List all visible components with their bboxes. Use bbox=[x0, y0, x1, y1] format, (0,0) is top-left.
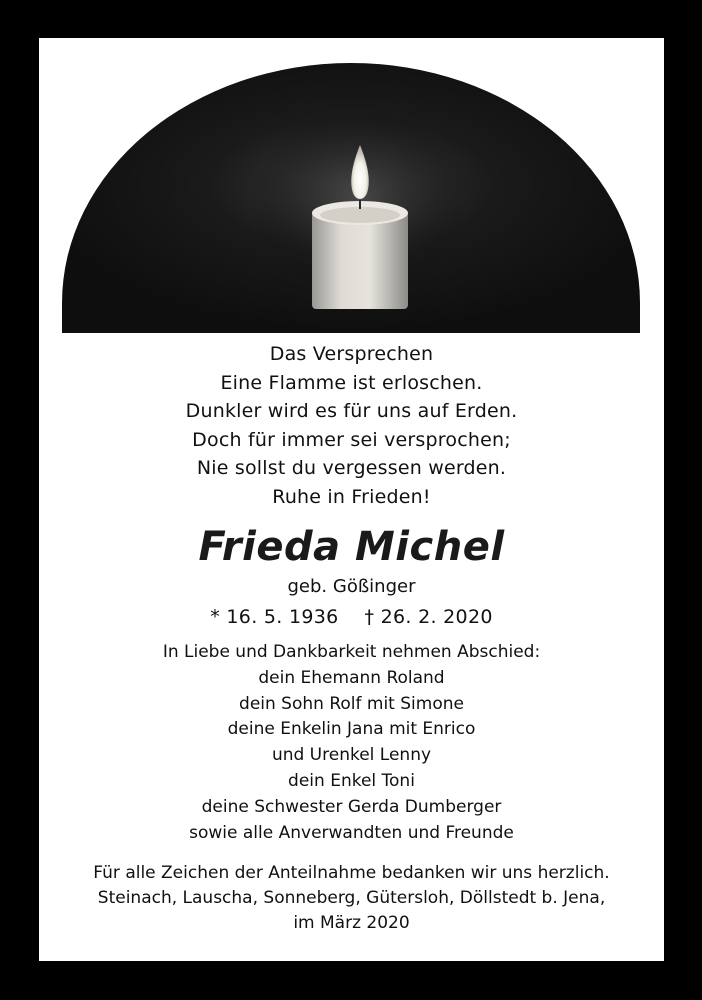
deceased-name: Frieda Michel bbox=[198, 524, 505, 570]
places-line: Steinach, Lauscha, Sonneberg, Gütersloh, Döllstedt b. Jena, bbox=[97, 888, 606, 908]
death-date: † 26. 2. 2020 bbox=[364, 606, 493, 628]
mourner-line: sowie alle Anverwandten und Freunde bbox=[189, 822, 514, 843]
poem-line: Doch für immer sei versprochen; bbox=[192, 428, 511, 451]
poem-line: Eine Flamme ist erloschen. bbox=[220, 371, 483, 394]
date-line: im März 2020 bbox=[293, 913, 410, 933]
thanks-line: Für alle Zeichen der Anteilnahme bedanken wir uns herzlich. bbox=[93, 863, 610, 883]
mourners bbox=[39, 640, 664, 846]
candle-arch-image bbox=[62, 63, 640, 333]
poem-line: Nie sollst du vergessen werden. bbox=[196, 457, 507, 479]
mourner-line: deine Schwester Gerda Dumberger bbox=[201, 796, 502, 817]
birth-name: geb. Gößinger bbox=[287, 576, 416, 597]
poem-line: Dunkler wird es für uns auf Erden. bbox=[185, 400, 518, 422]
birth-date: * 16. 5. 1936 bbox=[210, 606, 339, 628]
life-dates bbox=[39, 604, 664, 630]
closing bbox=[39, 861, 664, 936]
mourner-line: und Urenkel Lenny bbox=[271, 745, 432, 766]
mourners-intro: In Liebe und Dankbarkeit nehmen Abschied: bbox=[162, 642, 541, 662]
mourner-line: deine Enkelin Jana mit Enrico bbox=[227, 719, 476, 740]
poem-line: Ruhe in Frieden! bbox=[272, 485, 431, 508]
poem bbox=[39, 340, 664, 511]
obituary-card bbox=[39, 38, 664, 961]
mourner-line: dein Sohn Rolf mit Simone bbox=[239, 693, 464, 714]
mourner-line: dein Ehemann Roland bbox=[258, 667, 445, 688]
poem-line: Das Versprechen bbox=[269, 343, 434, 365]
mourner-line: dein Enkel Toni bbox=[288, 770, 415, 791]
